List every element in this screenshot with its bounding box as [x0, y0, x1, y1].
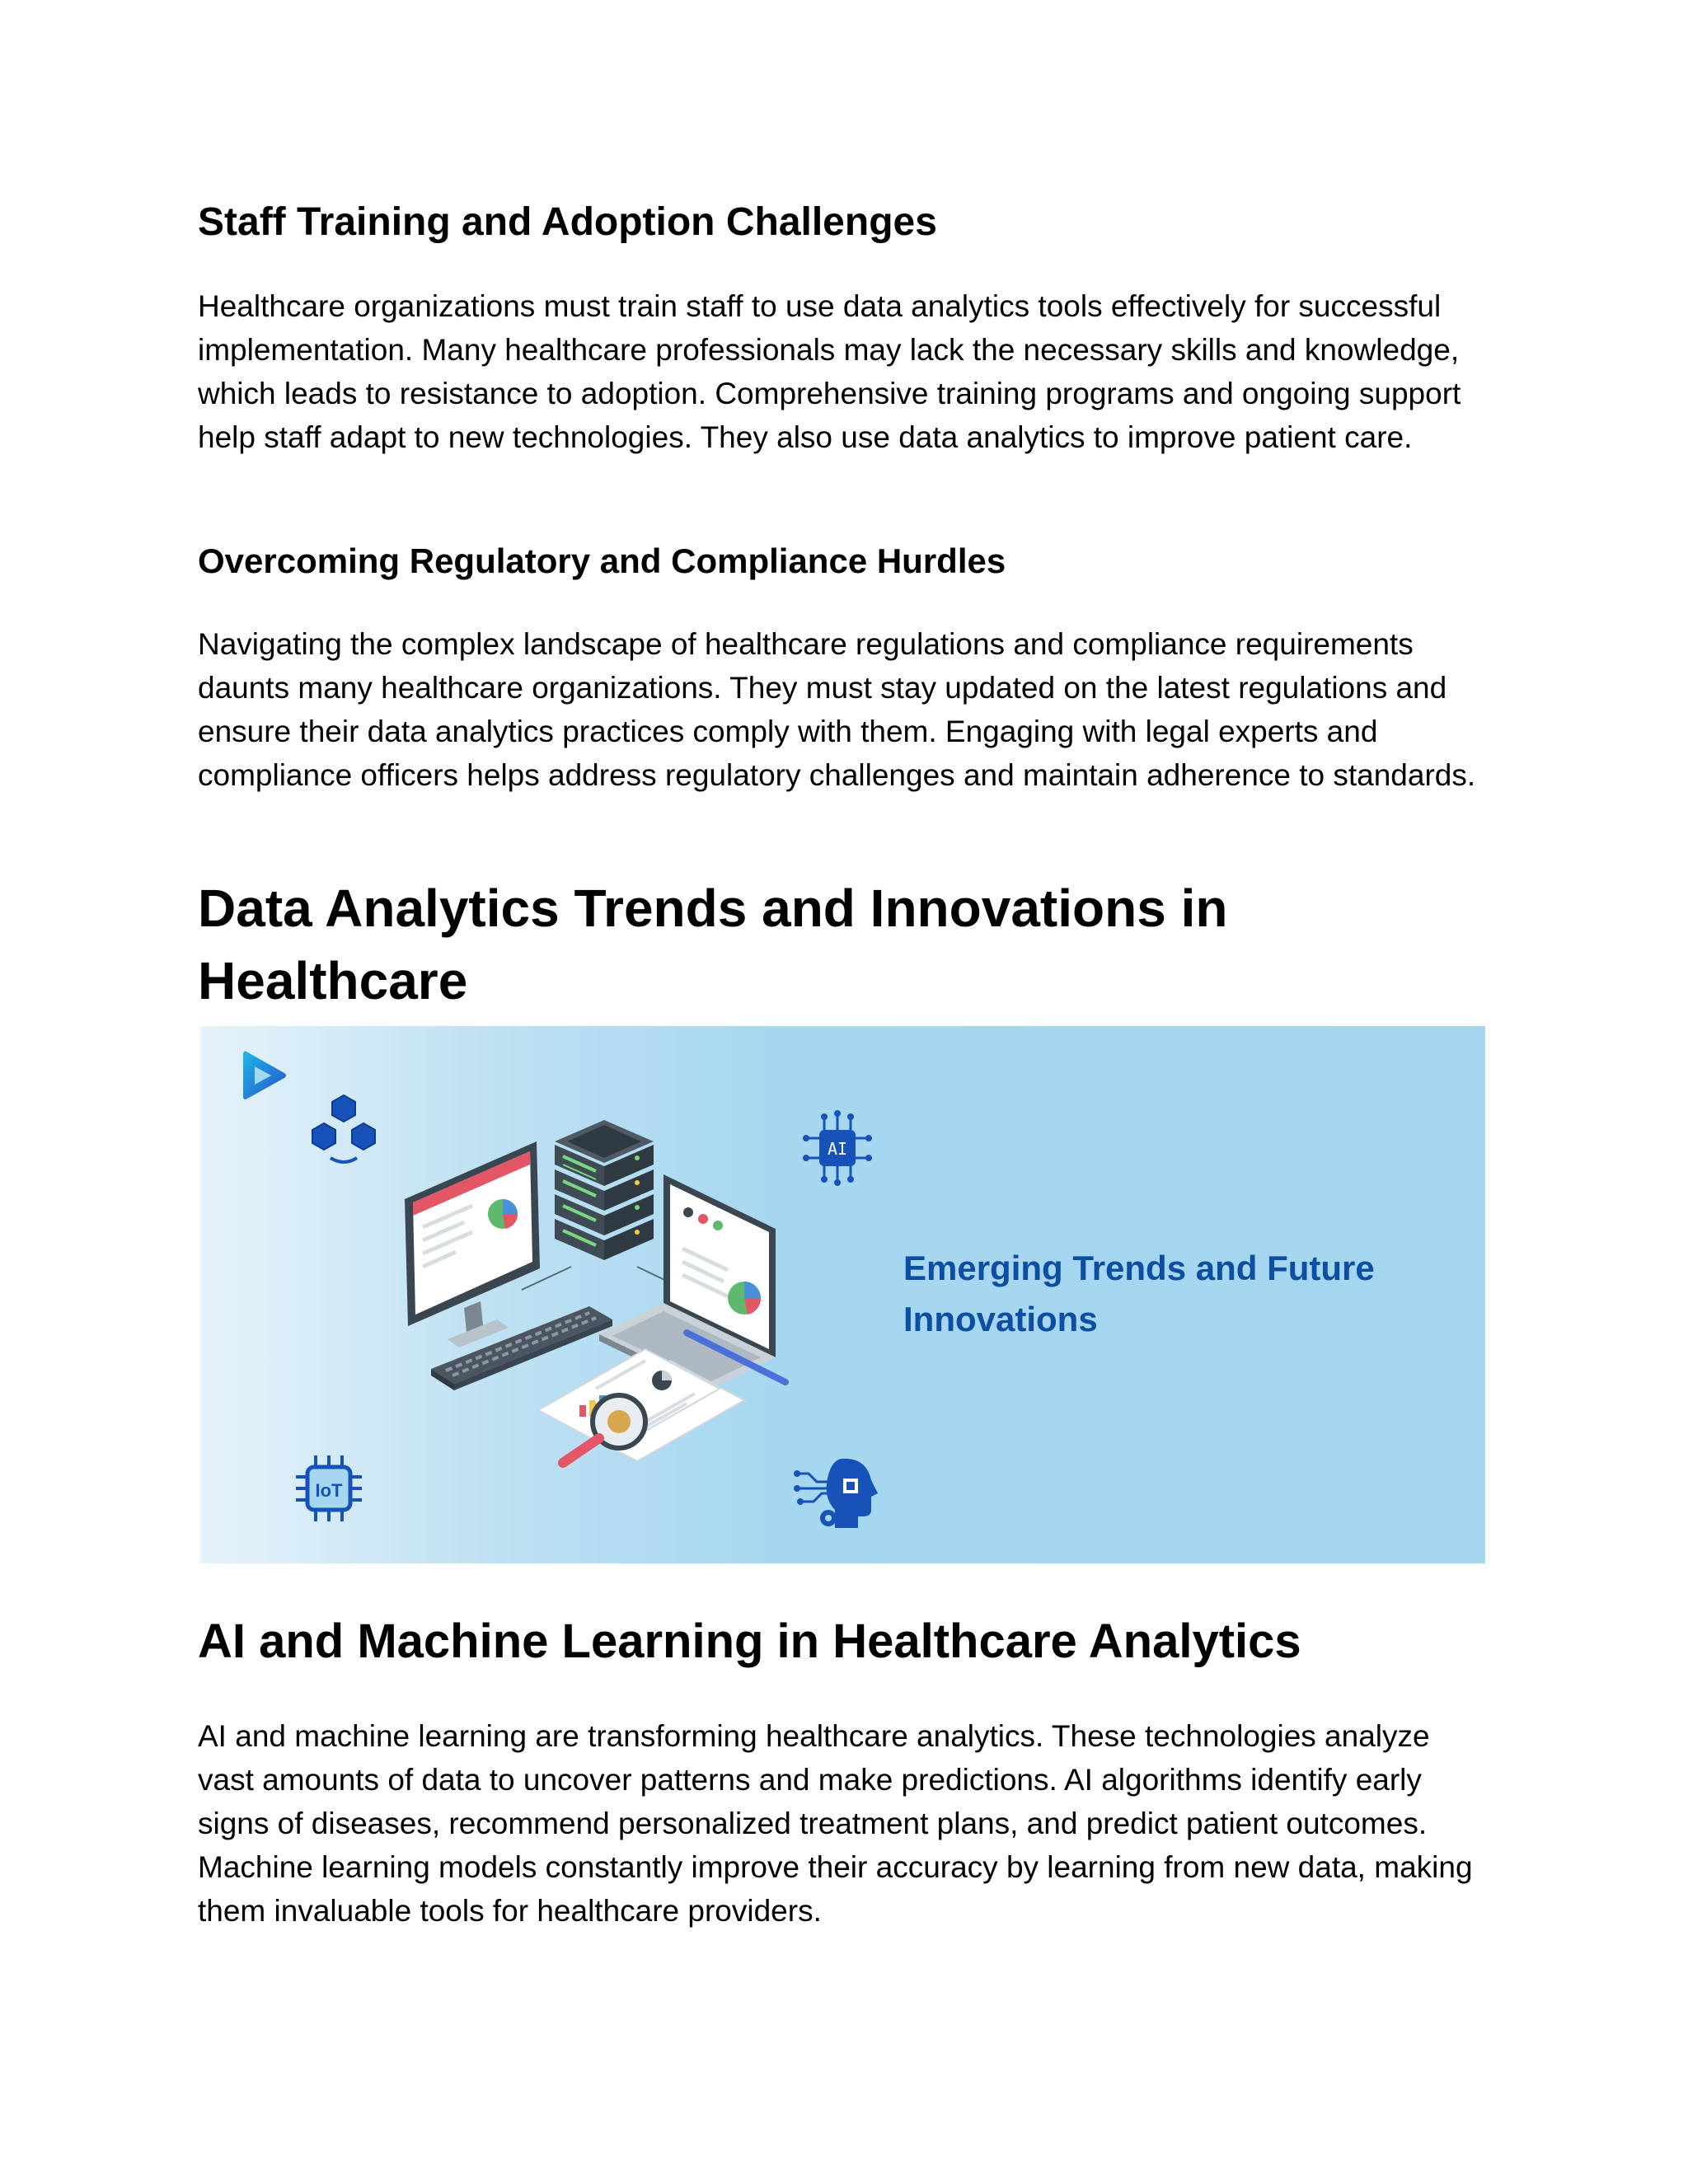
- server-stack-illustration: [522, 1120, 678, 1290]
- analytics-illustration: [398, 1117, 860, 1529]
- iot-chip-icon: [291, 1451, 367, 1526]
- section-heading-trends: Data Analytics Trends and Innovations in Healthcare: [198, 879, 1228, 1010]
- paragraph-staff-training: Healthcare organizations must train staff to use data analytics tools effectively for successful implementation. Many healthcare professionals may lack the necessary skills and knowledge, which leads to resistance to adoption. Comprehensive training programs and ongoing support help staff adapt to new technologies. They also use data analytics to improve patient care.: [198, 289, 1461, 454]
- iot-chip-label: IoT: [315, 1480, 343, 1501]
- paragraph-ai-ml: AI and machine learning are transforming healthcare analytics. These technologies analyze vast amounts of data to uncover patterns and make predictions. AI algorithms identify early signs of diseases, recommend personalized treatment plans, and predict patient outcomes. Machine learning models constantly improve their accuracy by learning from new data, making them invaluable tools for healthcare providers.: [198, 1719, 1473, 1928]
- trends-banner-image: [200, 1026, 1485, 1563]
- blockchain-cubes-icon: [306, 1092, 382, 1168]
- paragraph-regulatory: Navigating the complex landscape of healthcare regulations and compliance requirements daunts many healthcare organizations. They must stay updated on the latest regulations and ensure their data analytics practices comply with them. Engaging with legal experts and compliance officers helps address regulatory challenges and maintain adherence to standards.: [198, 627, 1476, 792]
- keyboard-illustration: [431, 1306, 612, 1390]
- section-heading-ai-ml: AI and Machine Learning in Healthcare Analytics: [198, 1615, 1301, 1668]
- section-heading-regulatory: Overcoming Regulatory and Compliance Hurdles: [198, 541, 1006, 580]
- banner-heading: Emerging Trends and Future Innovations: [903, 1249, 1375, 1338]
- desktop-monitor-illustration: [405, 1141, 540, 1347]
- ai-chip-label: AI: [827, 1139, 848, 1159]
- section-heading-staff-training: Staff Training and Adoption Challenges: [198, 200, 937, 244]
- play-logo-icon: [235, 1047, 293, 1104]
